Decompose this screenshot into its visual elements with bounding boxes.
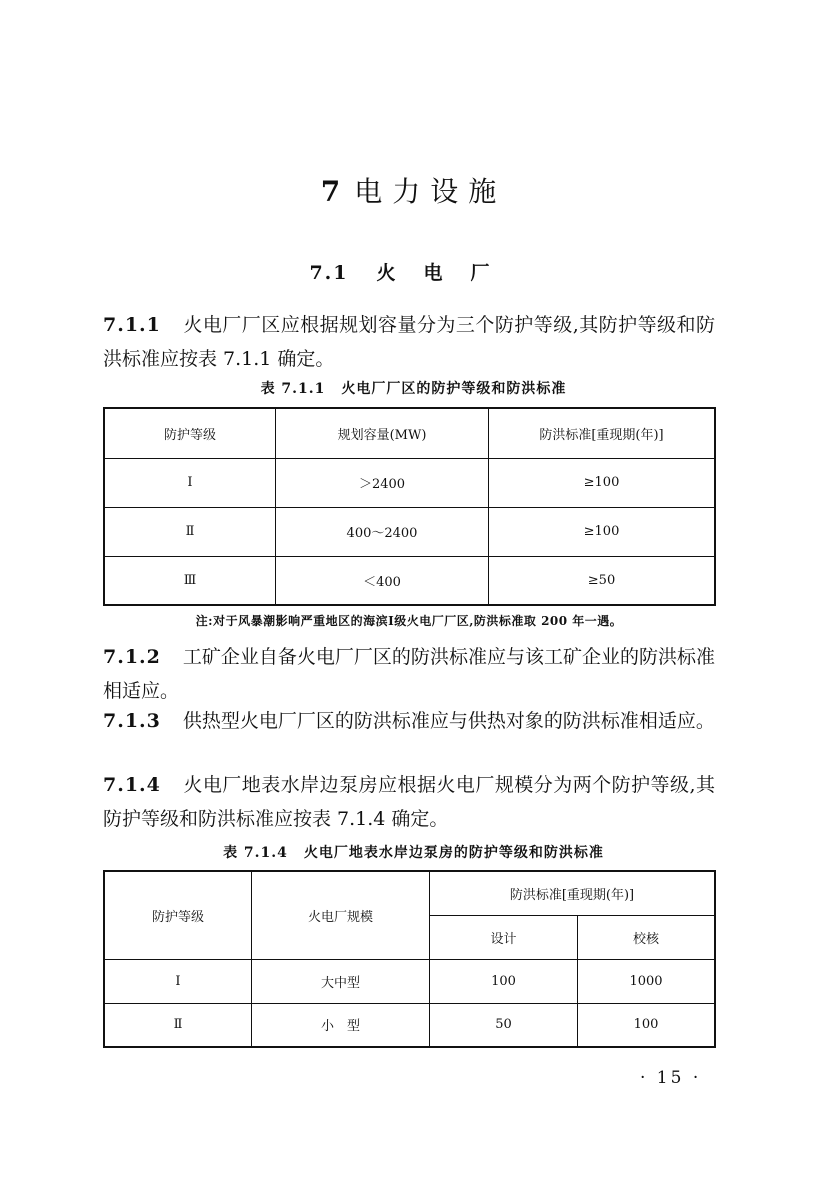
table-row bbox=[104, 959, 715, 1003]
clause-text: 工矿企业自备火电厂厂区的防洪标准应与该工矿企业的防洪标准相适应。 bbox=[103, 646, 715, 702]
table-1-caption bbox=[0, 378, 827, 398]
table-cell: Ⅲ bbox=[104, 556, 276, 605]
table-2-caption-number: 表 7.1.4 bbox=[223, 845, 288, 861]
clause-7-1-2 bbox=[103, 640, 715, 708]
table-header-cell: 防洪标准[重现期(年)] bbox=[430, 871, 716, 915]
table-cell: ＞2400 bbox=[276, 458, 489, 507]
clause-text: 供热型火电厂厂区的防洪标准应与供热对象的防洪标准相适应。 bbox=[182, 710, 715, 732]
table-cell: Ⅱ bbox=[104, 1003, 252, 1047]
table-1-caption-number: 表 7.1.1 bbox=[260, 381, 326, 397]
table-7-1-1 bbox=[103, 407, 716, 606]
section-number: 7.1 bbox=[309, 262, 349, 284]
table-header-row bbox=[104, 408, 715, 458]
table-cell: 100 bbox=[578, 1003, 716, 1047]
table-cell: ≥100 bbox=[489, 507, 716, 556]
table-cell: 400～2400 bbox=[276, 507, 489, 556]
table-header-cell: 设计 bbox=[430, 915, 578, 959]
chapter-number: 7 bbox=[320, 175, 341, 208]
table-cell: ≥50 bbox=[489, 556, 716, 605]
section-title-text: 火电厂 bbox=[376, 262, 518, 284]
clause-7-1-3 bbox=[103, 704, 715, 738]
table-cell: 1000 bbox=[578, 959, 716, 1003]
clause-number: 7.1.1 bbox=[103, 314, 161, 336]
table-cell: Ⅰ bbox=[104, 458, 276, 507]
clause-number: 7.1.2 bbox=[103, 646, 161, 668]
table-2-caption-title: 火电厂地表水岸边泵房的防护等级和防洪标准 bbox=[303, 845, 604, 861]
chapter-title bbox=[0, 170, 827, 210]
table-cell: Ⅱ bbox=[104, 507, 276, 556]
table-row bbox=[104, 1003, 715, 1047]
chapter-title-text: 电力设施 bbox=[354, 175, 507, 208]
table-cell: 50 bbox=[430, 1003, 578, 1047]
table-1-note: 注:对于风暴潮影响严重地区的海滨Ⅰ级火电厂厂区,防洪标准取 200 年一遇。 bbox=[195, 614, 623, 628]
table-cell: ＜400 bbox=[276, 556, 489, 605]
clause-7-1-4 bbox=[103, 768, 715, 836]
table-header-cell: 防护等级 bbox=[104, 408, 276, 458]
page-number: · 15 · bbox=[640, 1068, 702, 1088]
table-cell: 小 型 bbox=[252, 1003, 430, 1047]
table-cell: 大中型 bbox=[252, 959, 430, 1003]
table-header-row bbox=[104, 871, 715, 915]
table-header-cell: 火电厂规模 bbox=[252, 871, 430, 959]
clause-text: 火电厂地表水岸边泵房应根据火电厂规模分为两个防护等级,其防护等级和防洪标准应按表 7.1.4 确定。 bbox=[103, 774, 715, 830]
table-header-cell: 校核 bbox=[578, 915, 716, 959]
table-7-1-4 bbox=[103, 870, 716, 1048]
clause-number: 7.1.3 bbox=[103, 710, 161, 732]
table-cell: Ⅰ bbox=[104, 959, 252, 1003]
clause-number: 7.1.4 bbox=[103, 774, 161, 796]
table-row bbox=[104, 458, 715, 507]
table-header-cell: 规划容量(MW) bbox=[276, 408, 489, 458]
table-cell: ≥100 bbox=[489, 458, 716, 507]
table-2-caption bbox=[0, 842, 827, 862]
table-header-cell: 防洪标准[重现期(年)] bbox=[489, 408, 716, 458]
table-cell: 100 bbox=[430, 959, 578, 1003]
table-row bbox=[104, 507, 715, 556]
section-title bbox=[0, 258, 827, 285]
table-header-cell: 防护等级 bbox=[104, 871, 252, 959]
table-1-caption-title: 火电厂厂区的防护等级和防洪标准 bbox=[341, 381, 567, 397]
clause-7-1-1 bbox=[103, 308, 715, 376]
table-row bbox=[104, 556, 715, 605]
clause-text: 火电厂厂区应根据规划容量分为三个防护等级,其防护等级和防洪标准应按表 7.1.1 确定。 bbox=[103, 314, 715, 370]
